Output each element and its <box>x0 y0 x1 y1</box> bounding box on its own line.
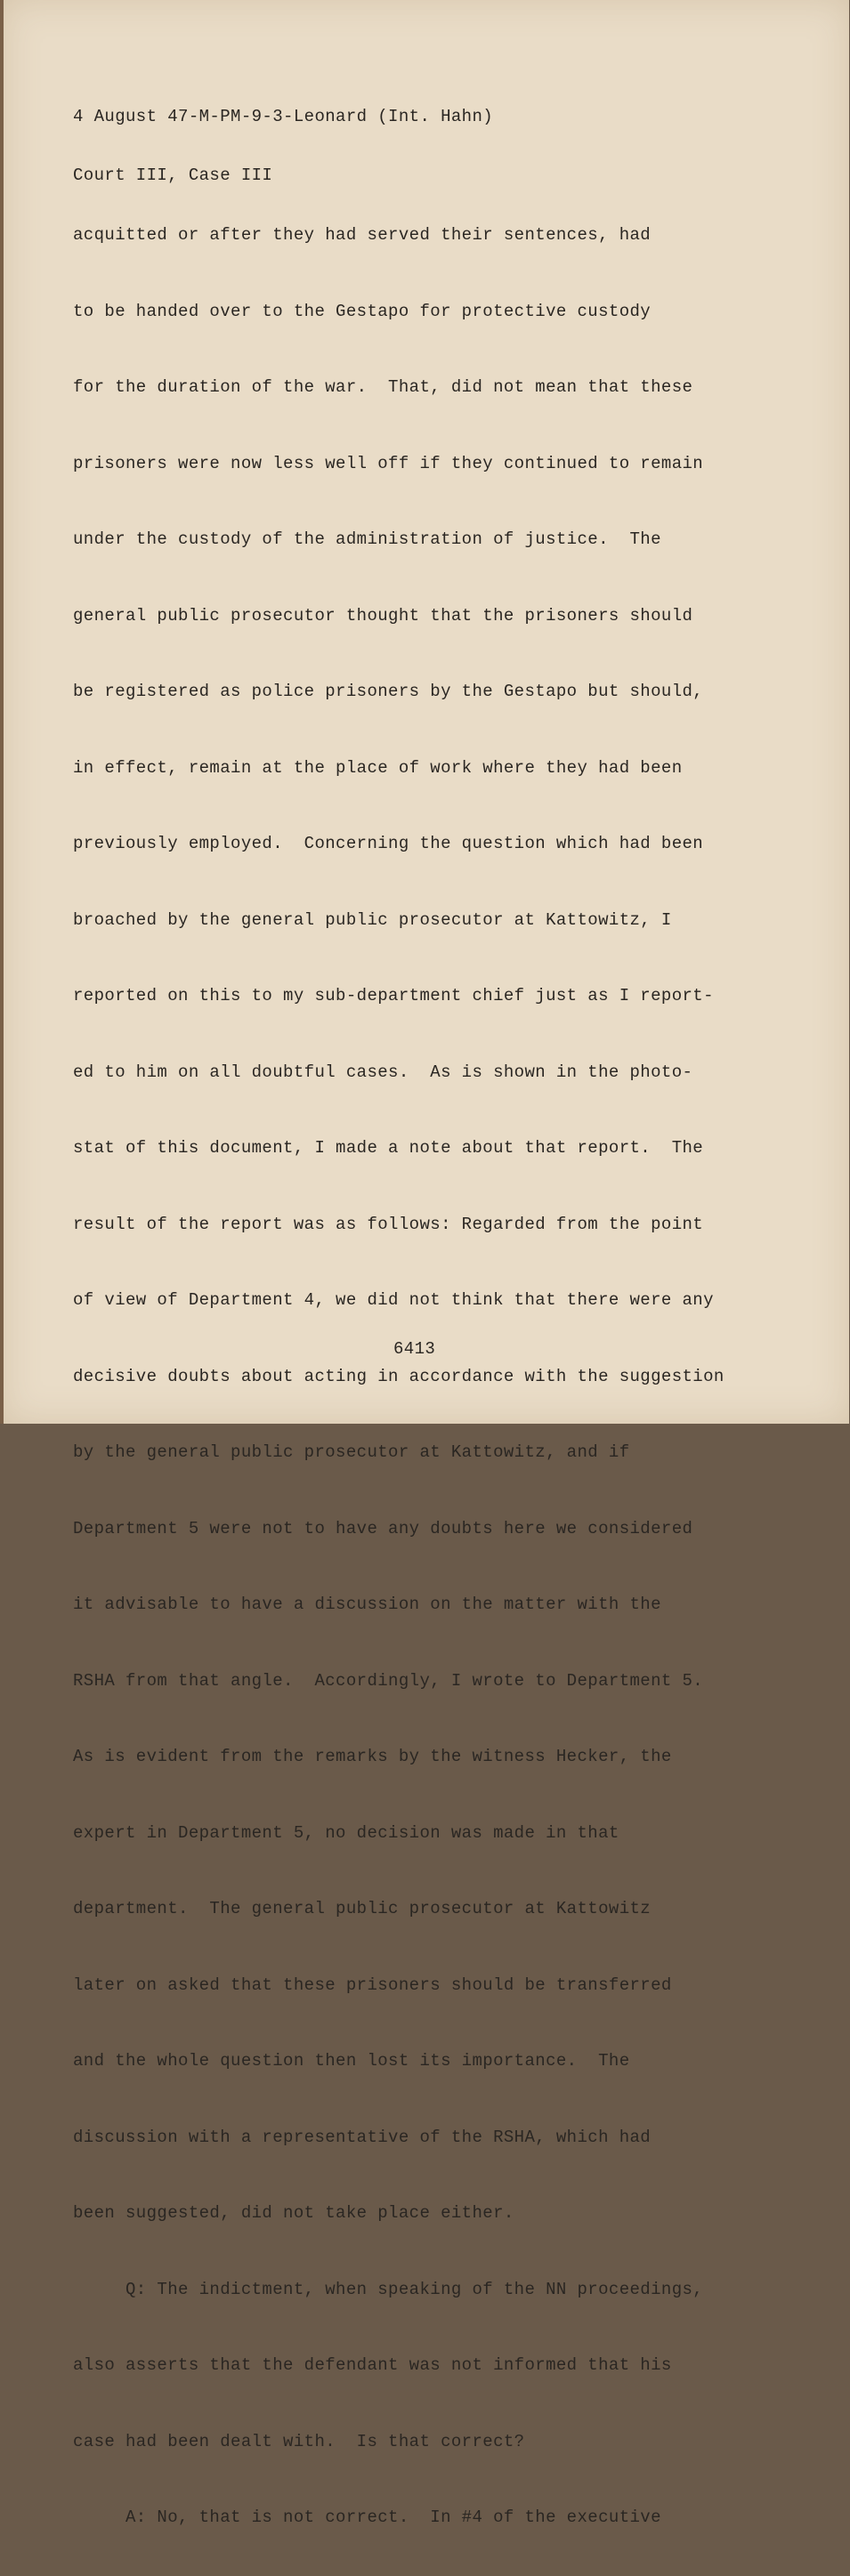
body-line: discussion with a representative of the RSHA, which had <box>73 2127 652 2147</box>
body-line: reported on this to my sub-department chief just as I report- <box>73 986 714 1005</box>
body-line: and the whole question then lost its importance. The <box>73 2051 630 2071</box>
body-line: case had been dealt with. Is that correct? <box>73 2431 525 2451</box>
body-line: for the duration of the war. That, did not mean that these <box>73 377 693 397</box>
body-line: under the custody of the administration of justice. The <box>73 529 661 549</box>
body-line: RSHA from that angle. Accordingly, I wrote to Department 5. <box>73 1670 704 1691</box>
document-page <box>4 0 849 2527</box>
body-line: it advisable to have a discussion on the matter with the <box>73 1595 661 1614</box>
page-number: 6413 <box>393 1339 436 1359</box>
transcript-body <box>73 178 838 2576</box>
body-line: general public prosecutor thought that the prisoners should <box>73 605 693 626</box>
body-line: been suggested, did not take place either. <box>73 2203 514 2223</box>
body-line: be registered as police prisoners by the Gestapo but should, <box>73 682 704 701</box>
body-line: expert in Department 5, no decision was made in that <box>73 1822 619 1843</box>
body-line: acquitted or after they had served their sentences, had <box>73 225 652 245</box>
body-line: previously employed. Concerning the question which had been <box>73 834 704 853</box>
body-line: also asserts that the defendant was not informed that his <box>73 2355 672 2375</box>
header-line-court: Court III, Case III <box>73 166 273 185</box>
body-line: in effect, remain at the place of work where they had been <box>73 757 683 778</box>
body-line: ed to him on all doubtful cases. As is shown in the photo- <box>73 1062 693 1082</box>
body-line: prisoners were now less well off if they continued to remain <box>73 453 704 473</box>
body-line: department. The general public prosecutor at Kattowitz <box>73 1899 652 1918</box>
body-line: of view of Department 4, we did not think that there were any <box>73 1290 714 1310</box>
body-line: decisive doubts about acting in accordance with the suggestion <box>73 1366 725 1386</box>
body-line: by the general public prosecutor at Kattowitz, and if <box>73 1442 630 1462</box>
body-line: result of the report was as follows: Regarded from the point <box>73 1214 704 1234</box>
question-line: Q: The indictment, when speaking of the NN proceedings, <box>73 2279 704 2299</box>
answer-line: A: No, that is not correct. In #4 of the executive <box>73 2507 661 2527</box>
body-line: to be handed over to the Gestapo for protective custody <box>73 301 652 321</box>
header-line-date: 4 August 47-M-PM-9-3-Leonard (Int. Hahn) <box>73 107 494 126</box>
body-line: Department 5 were not to have any doubts here we considered <box>73 1518 693 1538</box>
body-line: stat of this document, I made a note about that report. The <box>73 1138 704 1158</box>
body-line: As is evident from the remarks by the witness Hecker, the <box>73 1747 672 1766</box>
body-line: broached by the general public prosecutor at Kattowitz, I <box>73 909 672 930</box>
body-line: later on asked that these prisoners should be transferred <box>73 1974 672 1995</box>
